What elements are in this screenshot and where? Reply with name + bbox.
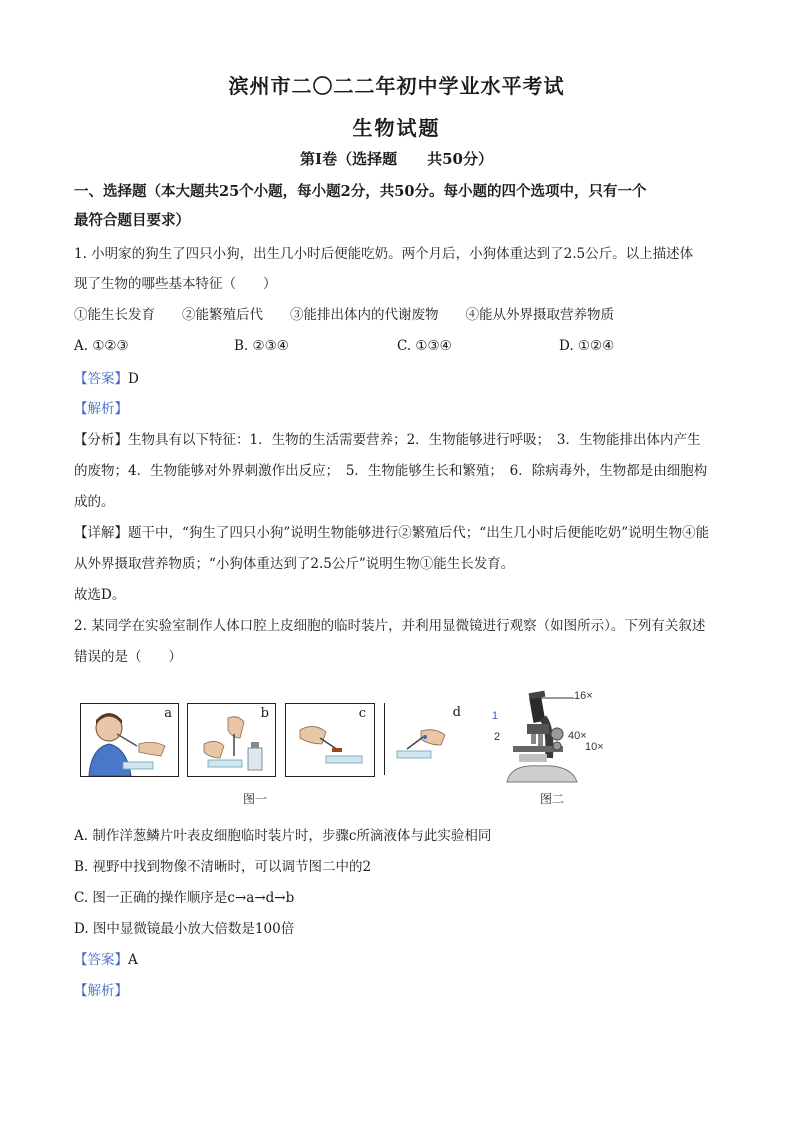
objective-high-label: 40×	[568, 730, 587, 742]
q1-answer-value: D	[128, 371, 139, 387]
q2-stem-line2: 错误的是（ ）	[74, 649, 182, 665]
figure1-panel-b	[187, 703, 276, 777]
q1-xiangjie-line1	[74, 523, 724, 543]
q1-stem-line2: 现了生物的哪些基本特征（ ）	[74, 276, 277, 292]
q1-features: ①能生长发育 ②能繁殖后代 ③能排出体内的代谢废物 ④能从外界摄取营养物质	[74, 307, 614, 323]
q2-option-a: A. 制作洋葱鳞片叶表皮细胞临时装片时，步骤c所滴液体与此实验相同	[74, 828, 492, 844]
q1-analysis-tag	[74, 399, 724, 419]
q1-stem-line1: 1. 小明家的狗生了四只小狗，出生几小时后便能吃奶。两个月后，小狗体重达到了2.5公斤。以上描述体	[74, 246, 694, 262]
eyepiece-label: 16×	[574, 690, 593, 702]
subject-title: 生物试题	[352, 116, 441, 140]
panel-d-label: d	[452, 705, 461, 720]
q1-option-d: D. ①②④	[559, 338, 615, 354]
microscope-figure	[505, 688, 615, 788]
q2-answer	[74, 950, 724, 970]
fenxi-text1: 生物具有以下特征：1．生物的生活需要营养；2．生物能够进行呼吸； 3．生物能排出体内产生	[128, 432, 701, 448]
q2-answer-value: A	[128, 952, 138, 968]
q2-option-b: B. 视野中找到物像不清晰时，可以调节图二中的2	[74, 859, 372, 875]
analysis-tag: 【解析】	[74, 401, 128, 417]
q1-option-b: B. ②③④	[234, 338, 289, 354]
q1-answer	[74, 369, 724, 389]
figure1-caption: 图一	[243, 792, 268, 806]
q2-option-d: D. 图中显微镜最小放大倍数是100倍	[74, 921, 295, 937]
q1-option-a: A. ①②③	[74, 338, 129, 354]
panel-c-label: c	[358, 706, 366, 721]
q1-conclusion: 故选D。	[74, 587, 126, 603]
section-instructions-line1: 一、选择题（本大题共25个小题，每小题2分，共50分。每小题的四个选项中，只有一个	[74, 183, 647, 200]
label-1: 1	[492, 710, 499, 722]
exam-title: 滨州市二〇二二年初中学业水平考试	[228, 74, 565, 98]
q2-stem-line1: 2. 某同学在实验室制作人体口腔上皮细胞的临时装片，并利用显微镜进行观察（如图所示）。下列有关叙述	[74, 618, 706, 634]
q1-fenxi-line3: 成的。	[74, 494, 115, 510]
q2-option-c: C. 图一正确的操作顺序是c→a→d→b	[74, 890, 295, 906]
eyepiece-leader-line	[538, 696, 578, 700]
xiangjie-tag: 【详解】	[74, 525, 128, 541]
q1-fenxi-line1	[74, 430, 724, 450]
panel-a-label: a	[164, 706, 172, 721]
xiangjie-text1: 题干中，“狗生了四只小狗”说明生物能够进行②繁殖后代；“出生几小时后便能吃奶”说明生物④能	[128, 525, 710, 541]
figure1-panel-d	[384, 703, 469, 775]
microscope-icon	[505, 688, 615, 788]
q2-answer-tag: 【答案】	[74, 952, 128, 968]
objective-low-label: 10×	[585, 741, 604, 753]
figure2-caption: 图二	[540, 792, 565, 806]
fenxi-tag: 【分析】	[74, 432, 128, 448]
section-instructions-line2: 最符合题目要求）	[74, 212, 190, 229]
panel-b-label: b	[260, 706, 269, 721]
volume-title: 第Ⅰ卷（选择题 共50分）	[300, 150, 493, 168]
answer-tag: 【答案】	[74, 371, 128, 387]
label-2: 2	[494, 731, 501, 743]
q2-analysis	[74, 981, 724, 1001]
q1-xiangjie-line2: 从外界摄取营养物质；“小狗体重达到了2.5公斤”说明生物①能生长发育。	[74, 556, 515, 572]
figure1-panel-c	[285, 703, 375, 777]
q1-option-c: C. ①③④	[397, 338, 452, 354]
figure1-panel-a	[80, 703, 179, 777]
q1-fenxi-line2: 的废物；4．生物能够对外界刺激作出反应； 5．生物能够生长和繁殖； 6．除病毒外，生物都是由细胞构	[74, 463, 708, 479]
q2-analysis-tag: 【解析】	[74, 983, 128, 999]
